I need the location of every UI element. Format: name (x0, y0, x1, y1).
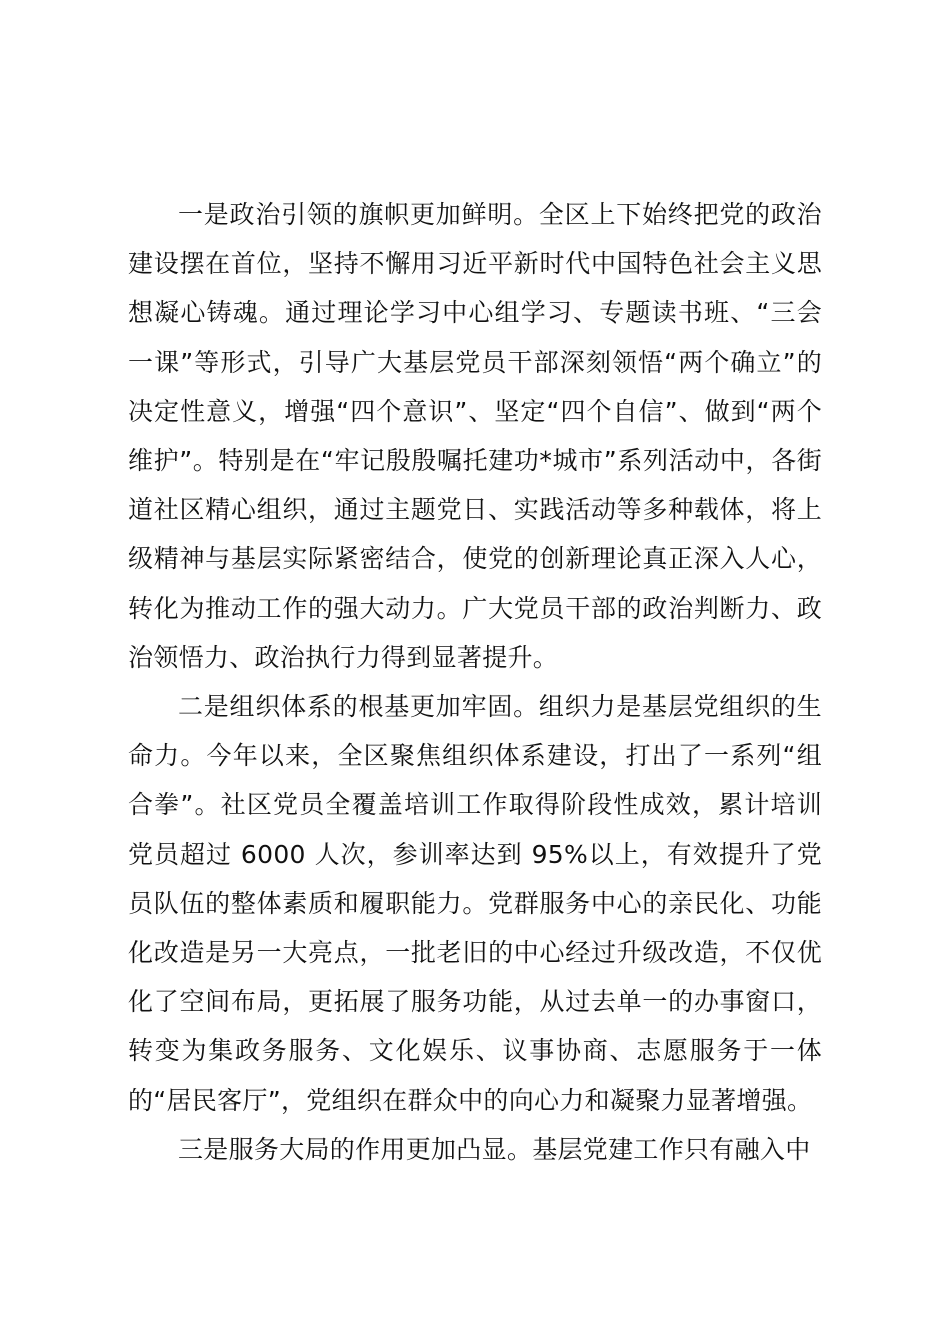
paragraph-organization-system: 二是组织体系的根基更加牢固。组织力是基层党组织的生命力。今年以来，全区聚焦组织体系建设，打出了一系列“组合拳”。社区党员全覆盖培训工作取得阶段性成效，累计培训党员超过 6000 人次，参训率达到 95%以上，有效提升了党员队伍的整体素质和履职能力。党群服务中心的亲民化、功能化改造是另一大亮点，一批老旧的中心经过升级改造，不仅优化了空间布局，更拓展了服务功能，从过去单一的办事窗口，转变为集政务服务、文化娱乐、议事协商、志愿服务于一体的“居民客厅”，党组织在群众中的向心力和凝聚力显著增强。 (128, 692, 822, 1115)
paragraph-serving-overall: 三是服务大局的作用更加凸显。基层党建工作只有融入中 (178, 1134, 811, 1164)
paragraph-political-leadership: 一是政治引领的旗帜更加鲜明。全区上下始终把党的政治建设摆在首位，坚持不懈用习近平新时代中国特色社会主义思想凝心铸魂。通过理论学习中心组学习、专题读书班、“三会一课”等形式，引导广大基层党员干部深刻领悟“两个确立”的决定性意义，增强“四个意识”、坚定“四个自信”、做到“两个维护”。特别是在“牢记殷殷嘱托建功*城市”系列活动中，各街道社区精心组织，通过主题党日、实践活动等多种载体，将上级精神与基层实际紧密结合，使党的创新理论真正深入人心，转化为推动工作的强大动力。广大党员干部的政治判断力、政治领悟力、政治执行力得到显著提升。 (128, 200, 822, 672)
document-page (128, 190, 822, 1174)
